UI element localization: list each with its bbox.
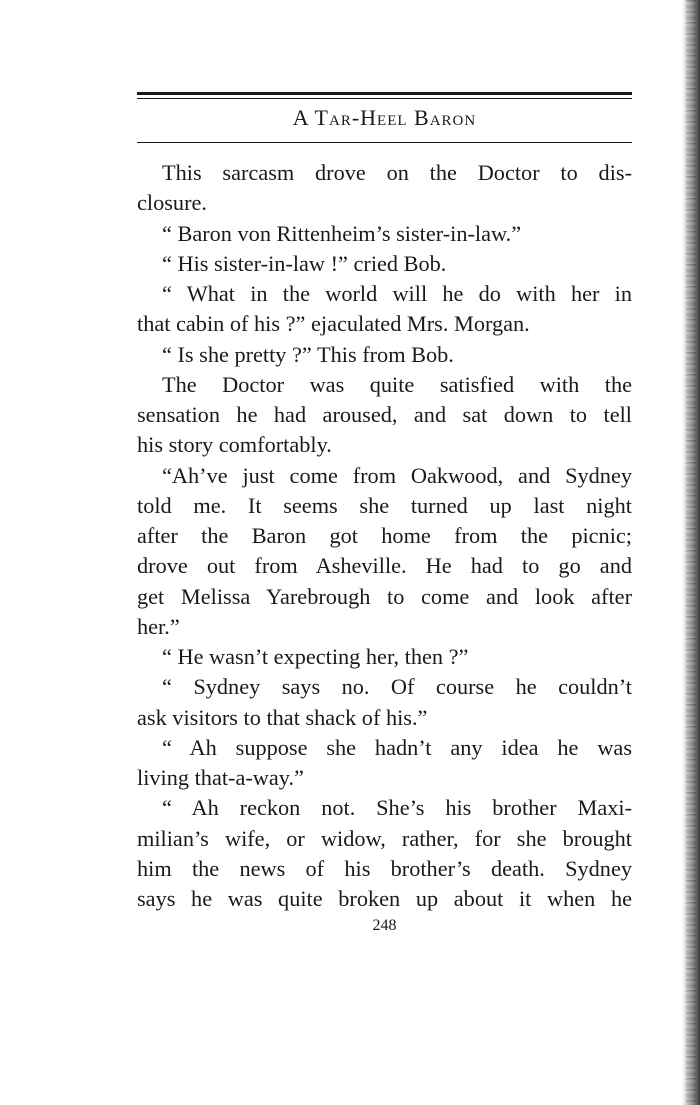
text-line: get Melissa Yarebrough to come and look after	[137, 583, 632, 609]
text-line: ask visitors to that shack of his.”	[137, 704, 428, 730]
text-line: his story comfortably.	[137, 432, 332, 458]
text-line: him the news of his brother’s death. Sydney	[137, 855, 632, 881]
text-line: milian’s wife, or widow, rather, for she brought	[137, 825, 632, 851]
running-head: A Tar-Heel Baron	[292, 105, 477, 130]
text-line: “ Baron von Rittenheim’s sister-in-law.”	[162, 220, 522, 246]
text-line: The Doctor was quite satisfied with the	[162, 371, 632, 397]
body-text	[137, 158, 632, 914]
header-rule-thick	[137, 92, 632, 95]
text-line: after the Baron got home from the picnic;	[137, 523, 632, 548]
text-line: “ Ah reckon not. She’s his brother Maxi-	[162, 795, 632, 821]
text-line: told me. It seems she turned up last night	[137, 492, 632, 518]
text-line: “ Ah suppose she hadn’t any idea he was	[162, 734, 632, 760]
text-line: “ His sister-in-law !” cried Bob.	[162, 250, 447, 276]
text-line: “ He wasn’t expecting her, then ?”	[162, 644, 469, 669]
text-line: her.”	[137, 613, 180, 639]
text-line: “ Is she pretty ?” This from Bob.	[162, 341, 454, 367]
text-line: says he was quite broken up about it when he	[137, 886, 632, 911]
text-line: This sarcasm drove on the Doctor to dis-	[162, 160, 632, 185]
text-line: living that-a-way.”	[137, 765, 304, 790]
text-line: sensation he had aroused, and sat down to tell	[137, 402, 632, 427]
header-rule-thin	[137, 98, 632, 99]
text-line: drove out from Asheville. He had to go and	[137, 553, 632, 579]
page-number: 248	[372, 917, 397, 934]
text-line: “ Sydney says no. Of course he couldn’t	[162, 674, 632, 700]
text-line: “Ah’ve just come from Oakwood, and Sydney	[162, 462, 632, 488]
text-line: closure.	[137, 190, 207, 216]
text-line: “ What in the world will he do with her in	[162, 281, 632, 306]
header-underline-rule	[137, 142, 632, 143]
text-line: that cabin of his ?” ejaculated Mrs. Morgan.	[137, 311, 530, 337]
page-edge-speckle	[686, 0, 696, 1105]
